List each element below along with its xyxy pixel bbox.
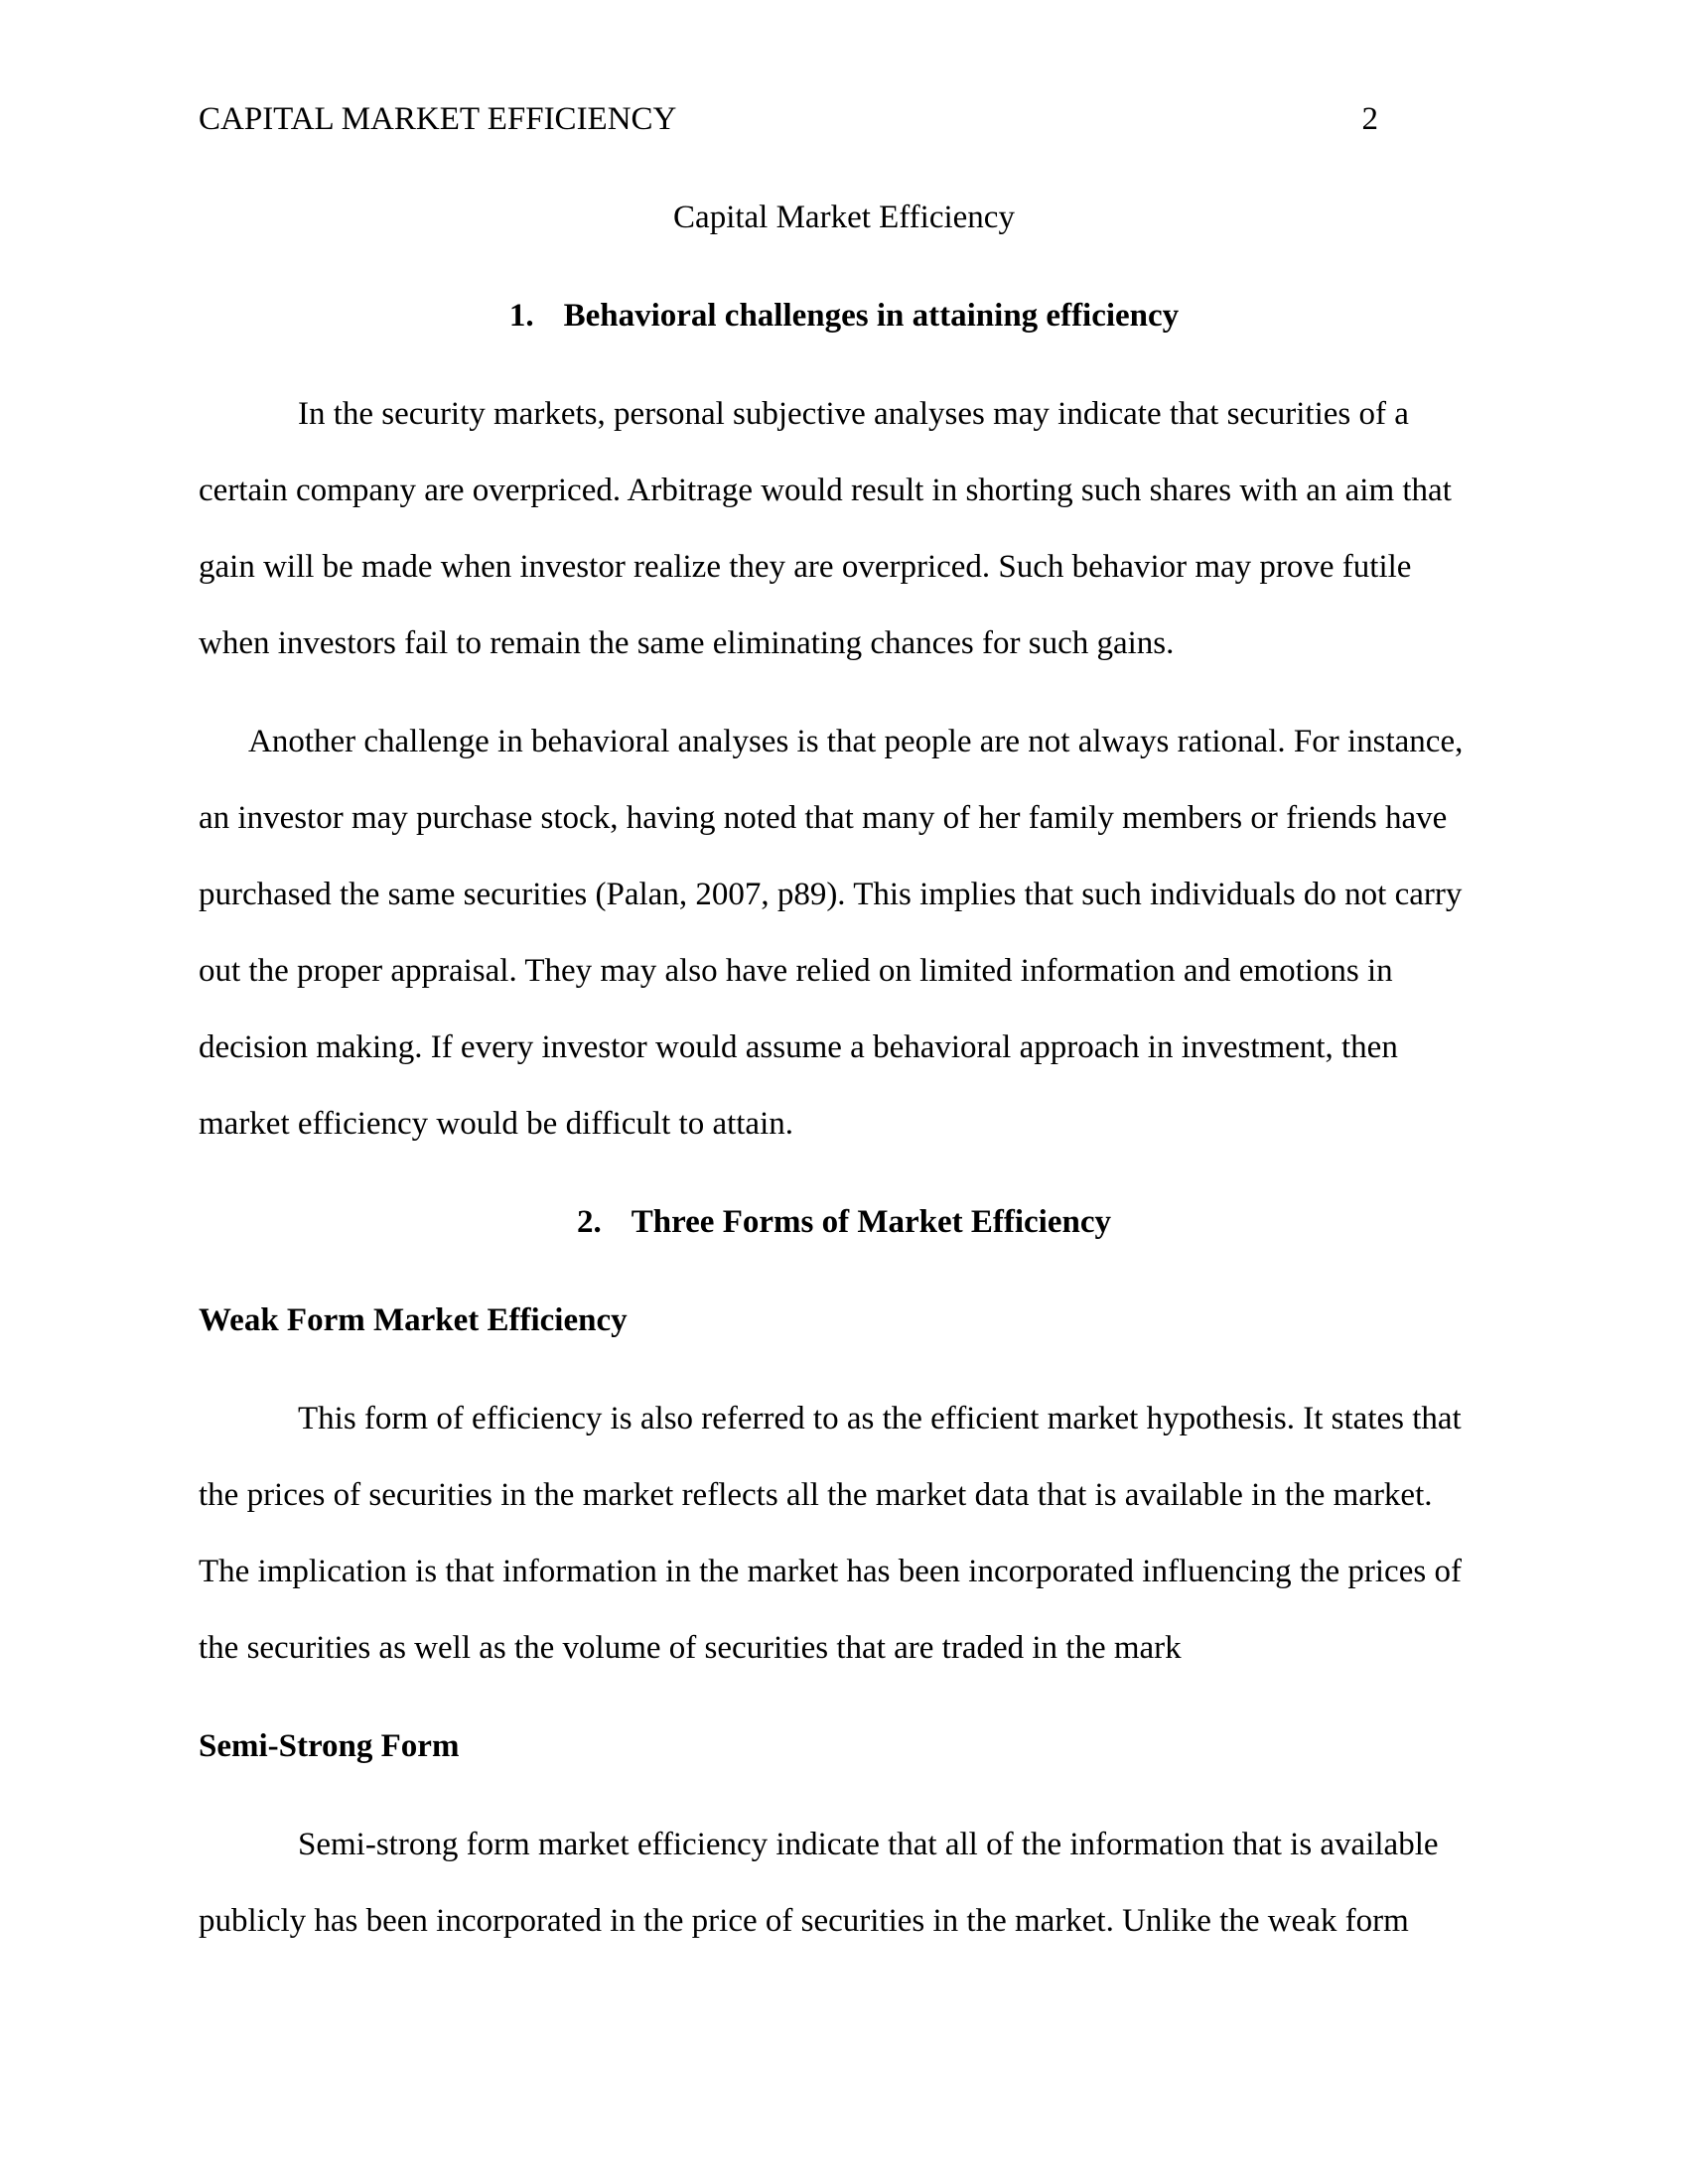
paragraph-line: market efficiency would be difficult to attain. <box>199 1106 793 1142</box>
page-number: 2 <box>1361 101 1378 137</box>
paragraph-line: The implication is that information in the market has been incorporated influencing the prices of <box>199 1554 1462 1589</box>
paragraph-3 <box>199 1381 1489 1687</box>
section-2-title: Three Forms of Market Efficiency <box>631 1204 1111 1240</box>
paragraph-line: Another challenge in behavioral analyses is that people are not always rational. For instance, <box>248 724 1464 759</box>
paragraph-line: This form of efficiency is also referred to as the efficient market hypothesis. It states that <box>298 1401 1462 1436</box>
paragraph-line: publicly has been incorporated in the price of securities in the market. Unlike the weak form <box>199 1903 1409 1939</box>
paragraph-line: an investor may purchase stock, having noted that many of her family members or friends have <box>199 800 1448 836</box>
paragraph-line: purchased the same securities (Palan, 2007, p89). This implies that such individuals do not carry <box>199 877 1463 912</box>
page-header <box>199 81 1489 158</box>
paragraph-line: the prices of securities in the market reflects all the market data that is available in the market. <box>199 1477 1433 1513</box>
section-heading-1 <box>199 278 1489 354</box>
paragraph-line: In the security markets, personal subjective analyses may indicate that securities of a <box>298 396 1409 432</box>
paragraph-line: out the proper appraisal. They may also have relied on limited information and emotions in <box>199 953 1393 989</box>
paragraph-4 <box>199 1807 1489 1960</box>
paragraph-line: decision making. If every investor would assume a behavioral approach in investment, then <box>199 1029 1398 1065</box>
section-heading-2 <box>199 1184 1489 1261</box>
section-2-number: 2. <box>577 1204 602 1240</box>
paragraph-2 <box>199 704 1489 1162</box>
subheading-weak-form: Weak Form Market Efficiency <box>199 1302 628 1338</box>
paragraph-line: certain company are overpriced. Arbitrage would result in shorting such shares with an aim that <box>199 473 1452 508</box>
paragraph-1 <box>199 376 1489 682</box>
paragraph-line: gain will be made when investor realize they are overpriced. Such behavior may prove futile <box>199 549 1412 585</box>
section-1-number: 1. <box>508 298 534 334</box>
section-1-title: Behavioral challenges in attaining efficiency <box>563 298 1180 334</box>
paragraph-line: the securities as well as the volume of securities that are traded in the mark <box>199 1630 1182 1666</box>
subheading-semi-strong: Semi-Strong Form <box>199 1728 460 1764</box>
paragraph-line: when investors fail to remain the same eliminating chances for such gains. <box>199 625 1175 661</box>
document-title: Capital Market Efficiency <box>673 200 1015 235</box>
paragraph-line: Semi-strong form market efficiency indicate that all of the information that is available <box>298 1827 1439 1862</box>
running-head: CAPITAL MARKET EFFICIENCY <box>199 101 677 137</box>
